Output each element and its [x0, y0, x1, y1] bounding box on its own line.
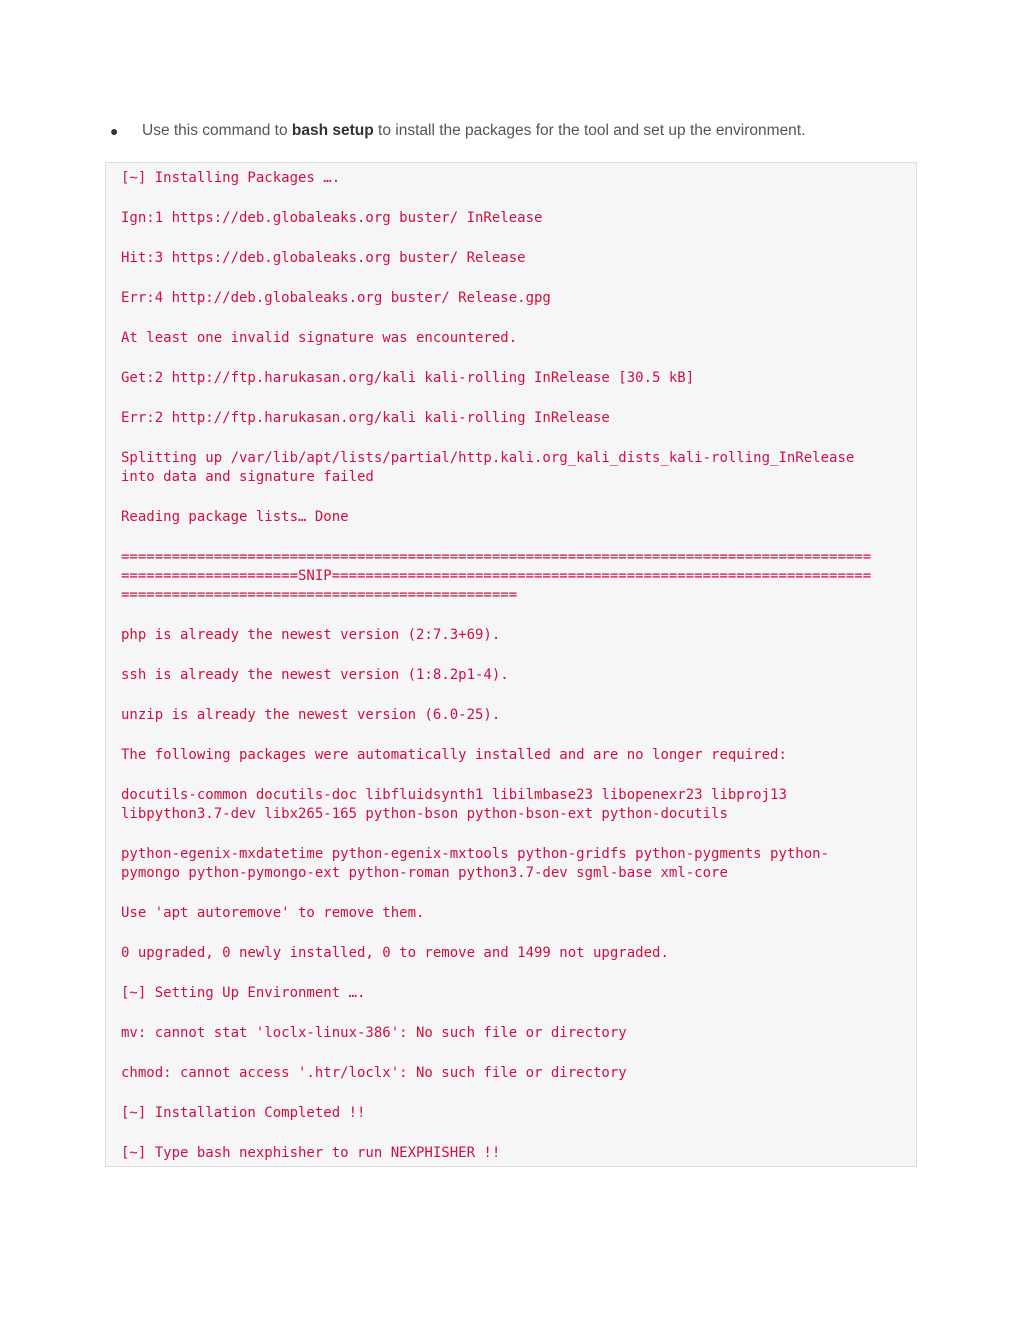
code-line: unzip is already the newest version (6.0-25). [121, 707, 501, 723]
code-line: Ign:1 https://deb.globaleaks.org buster/ InRelease [121, 210, 543, 226]
code-line: Hit:3 https://deb.globaleaks.org buster/ Release [121, 250, 526, 266]
code-line: ssh is already the newest version (1:8.2p1-4). [121, 667, 509, 683]
code-line: chmod: cannot access '.htr/loclx': No such file or directory [121, 1065, 627, 1081]
code-line: Get:2 http://ftp.harukasan.org/kali kali-rolling InRelease [30.5 kB] [121, 370, 695, 386]
intro-prefix: Use this command to [142, 122, 292, 139]
intro-bold-command: bash setup [291, 122, 374, 139]
code-line: Err:4 http://deb.globaleaks.org buster/ Release.gpg [121, 290, 551, 306]
code-line: =============================================== [121, 587, 518, 603]
terminal-output-block [105, 162, 917, 1167]
intro-suffix: to install the packages for the tool and set up the environment. [373, 122, 806, 139]
code-line: [~] Setting Up Environment …. [121, 985, 366, 1001]
code-line: At least one invalid signature was encountered. [121, 330, 518, 346]
code-line: pymongo python-pymongo-ext python-roman python3.7-dev sgml-base xml-core [121, 865, 728, 881]
code-line: Use 'apt autoremove' to remove them. [121, 905, 425, 921]
code-line: ========================================================================================= [121, 549, 872, 565]
code-line: libpython3.7-dev libx265-165 python-bson python-bson-ext python-docutils [121, 806, 728, 822]
code-line: 0 upgraded, 0 newly installed, 0 to remove and 1499 not upgraded. [121, 945, 669, 961]
code-line: mv: cannot stat 'loclx-linux-386': No such file or directory [121, 1025, 627, 1041]
code-line: Err:2 http://ftp.harukasan.org/kali kali-rolling InRelease [121, 410, 610, 426]
bullet-icon: ● [110, 123, 119, 139]
code-line: python-egenix-mxdatetime python-egenix-mxtools python-gridfs python-pygments python- [121, 846, 830, 862]
code-line: [~] Installing Packages …. [121, 170, 341, 186]
code-line: into data and signature failed [121, 469, 374, 485]
code-line: The following packages were automatically installed and are no longer required: [121, 747, 787, 763]
code-line: [~] Type bash nexphisher to run NEXPHISHER !! [121, 1145, 501, 1161]
code-line: [~] Installation Completed !! [121, 1105, 366, 1121]
code-line: php is already the newest version (2:7.3+69). [121, 627, 501, 643]
code-line: docutils-common docutils-doc libfluidsynth1 libilmbase23 libopenexr23 libproj13 [121, 787, 787, 803]
code-line: Splitting up /var/lib/apt/lists/partial/http.kali.org_kali_dists_kali-rolling_InRelease [121, 450, 855, 466]
code-line: =====================SNIP================================================================ [121, 568, 872, 584]
code-line: Reading package lists… Done [121, 509, 349, 525]
intro-text [142, 121, 805, 141]
